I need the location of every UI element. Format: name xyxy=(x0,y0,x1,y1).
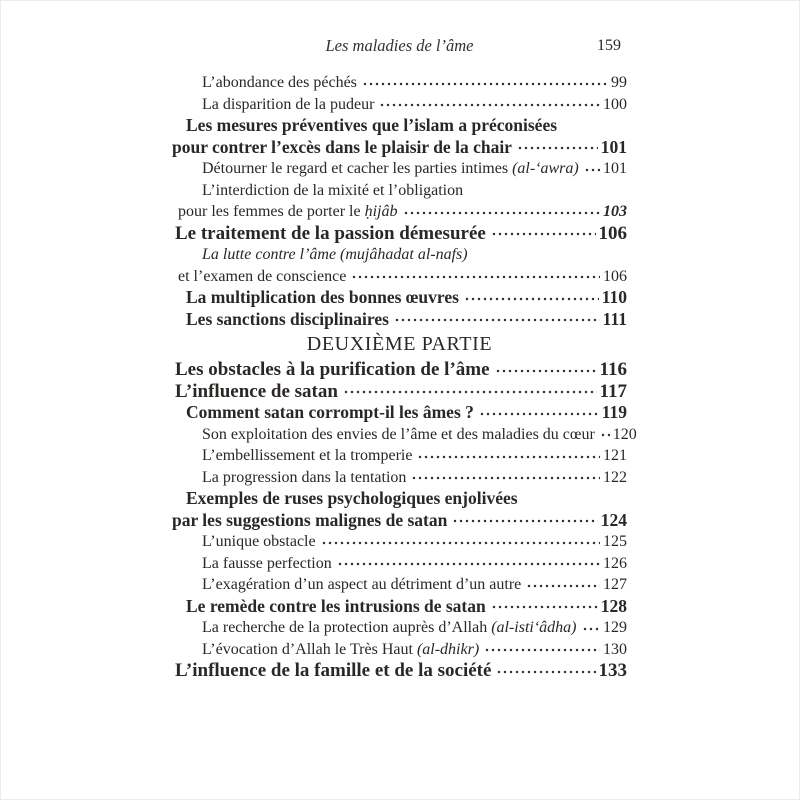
toc-entry xyxy=(172,660,627,682)
toc-entry-text: La fausse perfection xyxy=(202,554,332,572)
dot-leader xyxy=(584,164,600,176)
page-number: 121 xyxy=(603,447,627,464)
toc-entry-text: L’influence de la famille et de la société xyxy=(175,660,492,681)
page-number: 122 xyxy=(603,468,627,486)
toc-line xyxy=(172,201,627,223)
page-number: 125 xyxy=(603,533,627,550)
toc-line xyxy=(172,309,627,331)
toc-line xyxy=(172,510,627,532)
page-number: 106 xyxy=(598,222,627,244)
toc-entry-text: par les suggestions malignes de satan xyxy=(172,509,448,530)
toc-line xyxy=(172,381,627,403)
toc-entry-text: Le remède contre les intrusions de satan xyxy=(186,595,486,616)
dot-leader xyxy=(337,558,600,570)
toc-entry xyxy=(172,359,627,381)
toc-entry xyxy=(172,553,627,575)
toc-line xyxy=(172,223,627,245)
dot-leader xyxy=(495,365,597,377)
toc-entry-text: L’évocation d’Allah le Très Haut (al-dhikr) xyxy=(202,640,480,658)
toc-line xyxy=(172,244,627,266)
dot-leader xyxy=(484,644,600,656)
toc-line xyxy=(172,402,627,424)
running-header xyxy=(172,35,627,57)
dot-leader xyxy=(452,515,597,527)
page-number: 117 xyxy=(599,380,627,402)
toc-entry xyxy=(172,115,627,158)
toc-entry-text: Exemples de ruses psychologiques enjolivées xyxy=(186,488,518,508)
toc-entry xyxy=(172,381,627,403)
toc-entry xyxy=(172,639,627,661)
toc-line xyxy=(172,617,627,639)
dot-leader xyxy=(379,99,600,111)
page-number: 116 xyxy=(599,359,627,380)
dot-leader xyxy=(351,271,600,283)
toc-entry-text: La lutte contre l’âme (mujâhadat al-nafs) xyxy=(202,246,468,263)
dot-leader xyxy=(526,580,600,592)
page-number: 124 xyxy=(600,509,627,530)
toc-entry xyxy=(172,424,637,446)
dot-leader xyxy=(394,314,600,326)
toc-line xyxy=(172,72,627,94)
toc-line xyxy=(172,115,627,137)
dot-leader xyxy=(479,408,599,420)
toc-entry xyxy=(172,158,627,180)
toc-entry xyxy=(172,72,627,94)
toc-line xyxy=(172,531,627,553)
toc-entry-text: La disparition de la pudeur xyxy=(202,95,375,113)
toc-entry-text: et l’examen de conscience xyxy=(178,267,347,285)
dot-leader xyxy=(491,601,598,613)
part-heading: DEUXIÈME PARTIE xyxy=(306,333,493,355)
toc-entry xyxy=(172,445,627,467)
dot-leader xyxy=(321,537,600,549)
toc-entry-text: Son exploitation des envies de l’âme et des maladies du cœur xyxy=(202,425,595,443)
dot-leader xyxy=(411,472,600,484)
toc-line xyxy=(172,488,627,510)
page-number: 127 xyxy=(603,576,627,593)
toc-list xyxy=(172,72,637,682)
toc-line xyxy=(172,445,627,467)
toc-entry-text: Les mesures préventives que l’islam a préconisées xyxy=(186,115,558,135)
toc-entry-text: Comment satan corrompt-il les âmes ? xyxy=(186,402,474,422)
dot-leader xyxy=(417,451,600,463)
page-content xyxy=(172,35,637,682)
toc-entry-text: L’influence de satan xyxy=(175,380,338,402)
running-title: Les maladies de l’âme xyxy=(325,36,474,55)
dot-leader xyxy=(464,293,599,305)
toc-line xyxy=(172,137,627,159)
toc-entry-text: pour les femmes de porter le ḥijâb xyxy=(178,203,398,220)
toc-entry-text: Le traitement de la passion démesurée xyxy=(175,222,486,244)
toc-entry-text: L’unique obstacle xyxy=(202,533,316,550)
page-number: 101 xyxy=(600,136,627,157)
toc-entry-text: La multiplication des bonnes œuvres xyxy=(186,287,459,307)
toc-entry xyxy=(172,596,627,618)
page-number: 101 xyxy=(603,160,627,177)
toc-entry-text: L’interdiction de la mixité et l’obligation xyxy=(202,181,464,199)
toc-entry xyxy=(172,244,627,287)
dot-leader xyxy=(343,386,597,398)
toc-entry-text: Les sanctions disciplinaires xyxy=(186,308,389,329)
toc-entry-text: L’embellissement et la tromperie xyxy=(202,447,413,464)
toc-entry xyxy=(172,467,627,489)
toc-entry-text: La recherche de la protection auprès d’Allah (al-isti‘âdha) xyxy=(202,619,577,636)
toc-entry xyxy=(172,94,627,116)
toc-entry-text: pour contrer l’excès dans le plaisir de la chair xyxy=(172,136,512,157)
toc-entry xyxy=(172,223,627,245)
toc-line xyxy=(172,553,627,575)
toc-line xyxy=(172,158,627,180)
toc-line xyxy=(172,266,627,288)
page-number: 100 xyxy=(603,95,627,113)
toc-entry xyxy=(172,309,627,331)
dot-leader xyxy=(496,666,595,678)
dot-leader xyxy=(600,429,610,441)
dot-leader xyxy=(582,623,600,635)
toc-entry xyxy=(172,180,627,223)
page-number: 110 xyxy=(601,287,627,307)
page-number: 111 xyxy=(602,308,627,329)
toc-entry xyxy=(172,574,627,596)
page-number: 106 xyxy=(603,267,627,285)
page-number: 120 xyxy=(612,425,637,443)
toc-line xyxy=(172,596,627,618)
dot-leader xyxy=(517,142,598,154)
toc-line xyxy=(172,574,627,596)
toc-entry-text: L’exagération d’un aspect au détriment d’un autre xyxy=(202,576,522,593)
folio-page-number: 159 xyxy=(597,37,621,54)
page-number: 119 xyxy=(601,402,627,422)
page-number: 128 xyxy=(600,595,627,616)
page-number: 130 xyxy=(603,640,627,658)
page-number: 129 xyxy=(603,619,627,636)
toc-line xyxy=(172,660,627,682)
page-number: 126 xyxy=(603,554,627,572)
dot-leader xyxy=(403,207,601,219)
toc-line xyxy=(172,424,637,446)
page-number: 133 xyxy=(598,660,627,681)
dot-leader xyxy=(491,228,596,240)
toc-entry-text: La progression dans la tentation xyxy=(202,468,407,486)
toc-line xyxy=(172,94,627,116)
toc-line xyxy=(172,287,627,309)
toc-entry xyxy=(172,617,627,639)
toc-entry-text: Les obstacles à la purification de l’âme xyxy=(175,359,490,380)
toc-line xyxy=(172,180,627,202)
page-number: 103 xyxy=(603,203,627,220)
toc-entry xyxy=(172,287,627,309)
page-number: 99 xyxy=(611,74,627,91)
toc-line xyxy=(172,359,627,381)
toc-entry-text: L’abondance des péchés xyxy=(202,74,357,91)
dot-leader xyxy=(362,78,608,90)
toc-entry xyxy=(172,488,627,531)
toc-entry-text: Détourner le regard et cacher les parties intimes (al-‘awra) xyxy=(202,160,579,177)
toc-entry xyxy=(172,531,627,553)
toc-line xyxy=(172,467,627,489)
toc-line xyxy=(172,639,627,661)
toc-entry xyxy=(172,402,627,424)
